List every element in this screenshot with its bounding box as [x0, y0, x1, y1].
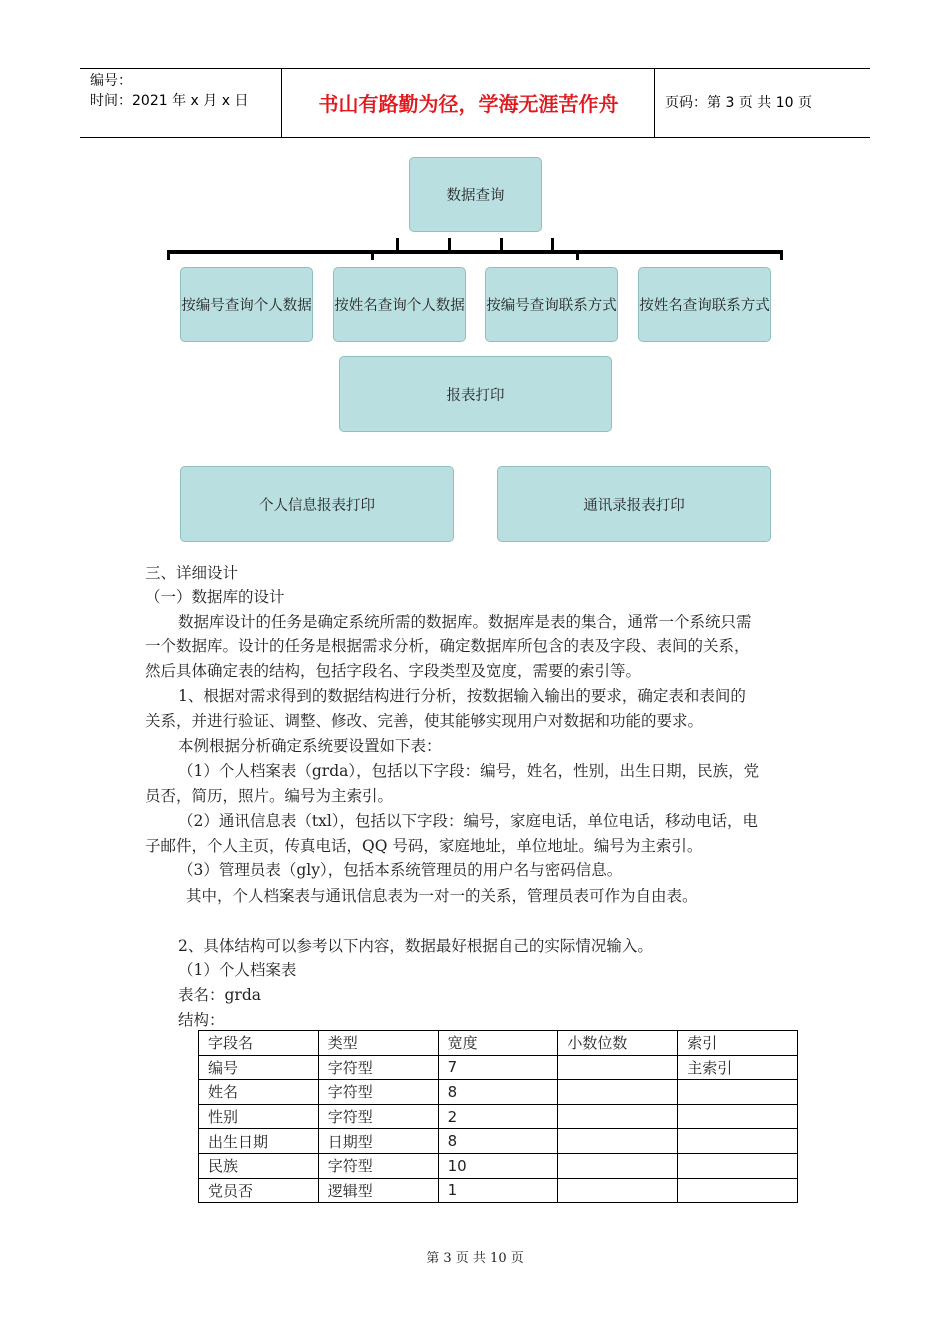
table-name-line: 表名：grda	[178, 986, 261, 1004]
table-cell: 出生日期	[199, 1129, 319, 1154]
table-cell: 8	[438, 1080, 558, 1105]
number-label: 编号：	[90, 73, 132, 89]
node-root: 数据查询	[409, 157, 542, 232]
paragraph-line: 其中，个人档案表与通讯信息表为一对一的关系，管理员表可作为自由表。	[186, 887, 698, 905]
structure-table	[198, 1030, 798, 1203]
connector-tick	[167, 250, 170, 260]
paragraph-line: 2、具体结构可以参考以下内容，数据最好根据自己的实际情况输入。	[178, 937, 653, 955]
table-cell: 民族	[199, 1153, 319, 1178]
node-report-child: 通讯录报表打印	[497, 466, 771, 542]
connector-tick	[576, 250, 579, 260]
table-cell: 字符型	[318, 1104, 438, 1129]
time-label: 时间：2021 年 x 月 x 日	[90, 93, 249, 109]
table-cell	[558, 1129, 678, 1154]
node-child: 按姓名查询个人数据	[333, 267, 466, 342]
connector-tick	[500, 238, 503, 252]
table-cell	[558, 1153, 678, 1178]
table-cell	[558, 1104, 678, 1129]
page-header	[80, 68, 870, 138]
page-footer: 第 3 页 共 10 页	[426, 1251, 524, 1266]
paragraph-line: 员否，简历，照片。编号为主索引。	[145, 787, 394, 805]
table-header-row	[199, 1031, 798, 1056]
table-cell: 性别	[199, 1104, 319, 1129]
table-row	[199, 1080, 798, 1105]
node-report-child: 个人信息报表打印	[180, 466, 454, 542]
table-cell	[558, 1178, 678, 1203]
node-child: 按编号查询联系方式	[485, 267, 618, 342]
paragraph-line: （1）个人档案表	[178, 961, 297, 979]
table-cell: 主索引	[678, 1055, 798, 1080]
motto: 书山有路勤为径，学海无涯苦作舟	[283, 69, 655, 137]
paragraph-line: 然后具体确定表的结构，包括字段名、字段类型及宽度，需要的索引等。	[145, 662, 642, 680]
table-cell	[678, 1129, 798, 1154]
connector-tick	[780, 250, 783, 260]
paragraph-line: 1、根据对需求得到的数据结构进行分析，按数据输入输出的要求，确定表和表间的	[178, 687, 746, 705]
structure-label: 结构：	[178, 1011, 225, 1029]
connector-bar	[167, 250, 783, 254]
table-cell: 姓名	[199, 1080, 319, 1105]
table-cell: 字符型	[318, 1055, 438, 1080]
table-row	[199, 1153, 798, 1178]
paragraph-line: 本例根据分析确定系统要设置如下表：	[178, 737, 442, 755]
table-cell: 8	[438, 1129, 558, 1154]
table-cell	[678, 1080, 798, 1105]
connector-tick	[448, 238, 451, 252]
table-row	[199, 1055, 798, 1080]
node-child: 按姓名查询联系方式	[638, 267, 771, 342]
table-header-cell: 宽度	[438, 1031, 558, 1056]
table-row	[199, 1178, 798, 1203]
paragraph-line: 关系，并进行验证、调整、修改、完善，使其能够实现用户对数据和功能的要求。	[145, 712, 704, 730]
table-cell: 1	[438, 1178, 558, 1203]
paragraph-line: （3）管理员表（gly），包括本系统管理员的用户名与密码信息。	[178, 861, 623, 879]
connector-tick	[551, 238, 554, 252]
table-cell	[558, 1055, 678, 1080]
table-cell: 逻辑型	[318, 1178, 438, 1203]
table-header-cell: 类型	[318, 1031, 438, 1056]
page-info: 页码：第 3 页 共 10 页	[665, 95, 812, 111]
table-cell	[558, 1080, 678, 1105]
paragraph-line: 子邮件，个人主页，传真电话，QQ 号码，家庭地址，单位地址。编号为主索引。	[145, 837, 703, 855]
paragraph-line: 一个数据库。设计的任务是根据需求分析，确定数据库所包含的表及字段、表间的关系，	[145, 637, 750, 655]
table-cell	[678, 1178, 798, 1203]
connector-tick	[396, 238, 399, 252]
table-header-cell: 小数位数	[558, 1031, 678, 1056]
table-header-cell: 索引	[678, 1031, 798, 1056]
section-heading: 三、详细设计	[145, 564, 239, 582]
table-cell	[678, 1153, 798, 1178]
table-cell: 编号	[199, 1055, 319, 1080]
table-cell: 2	[438, 1104, 558, 1129]
node-report-root: 报表打印	[339, 356, 612, 432]
subsection-heading: （一）数据库的设计	[145, 588, 285, 606]
table-header-cell: 字段名	[199, 1031, 319, 1056]
table-row	[199, 1129, 798, 1154]
table-cell: 党员否	[199, 1178, 319, 1203]
paragraph-line: 数据库设计的任务是确定系统所需的数据库。数据库是表的集合，通常一个系统只需	[178, 613, 752, 631]
paragraph-line: （1）个人档案表（grda），包括以下字段：编号，姓名，性别，出生日期，民族，党	[178, 762, 760, 780]
connector-tick	[371, 250, 374, 260]
table-cell: 10	[438, 1153, 558, 1178]
table-cell: 字符型	[318, 1153, 438, 1178]
table-row	[199, 1104, 798, 1129]
header-meta	[80, 69, 282, 137]
table-cell: 字符型	[318, 1080, 438, 1105]
paragraph-line: （2）通讯信息表（txl），包括以下字段：编号，家庭电话，单位电话，移动电话，电	[178, 812, 759, 830]
node-child: 按编号查询个人数据	[180, 267, 313, 342]
table-cell: 7	[438, 1055, 558, 1080]
table-cell: 日期型	[318, 1129, 438, 1154]
table-cell	[678, 1104, 798, 1129]
